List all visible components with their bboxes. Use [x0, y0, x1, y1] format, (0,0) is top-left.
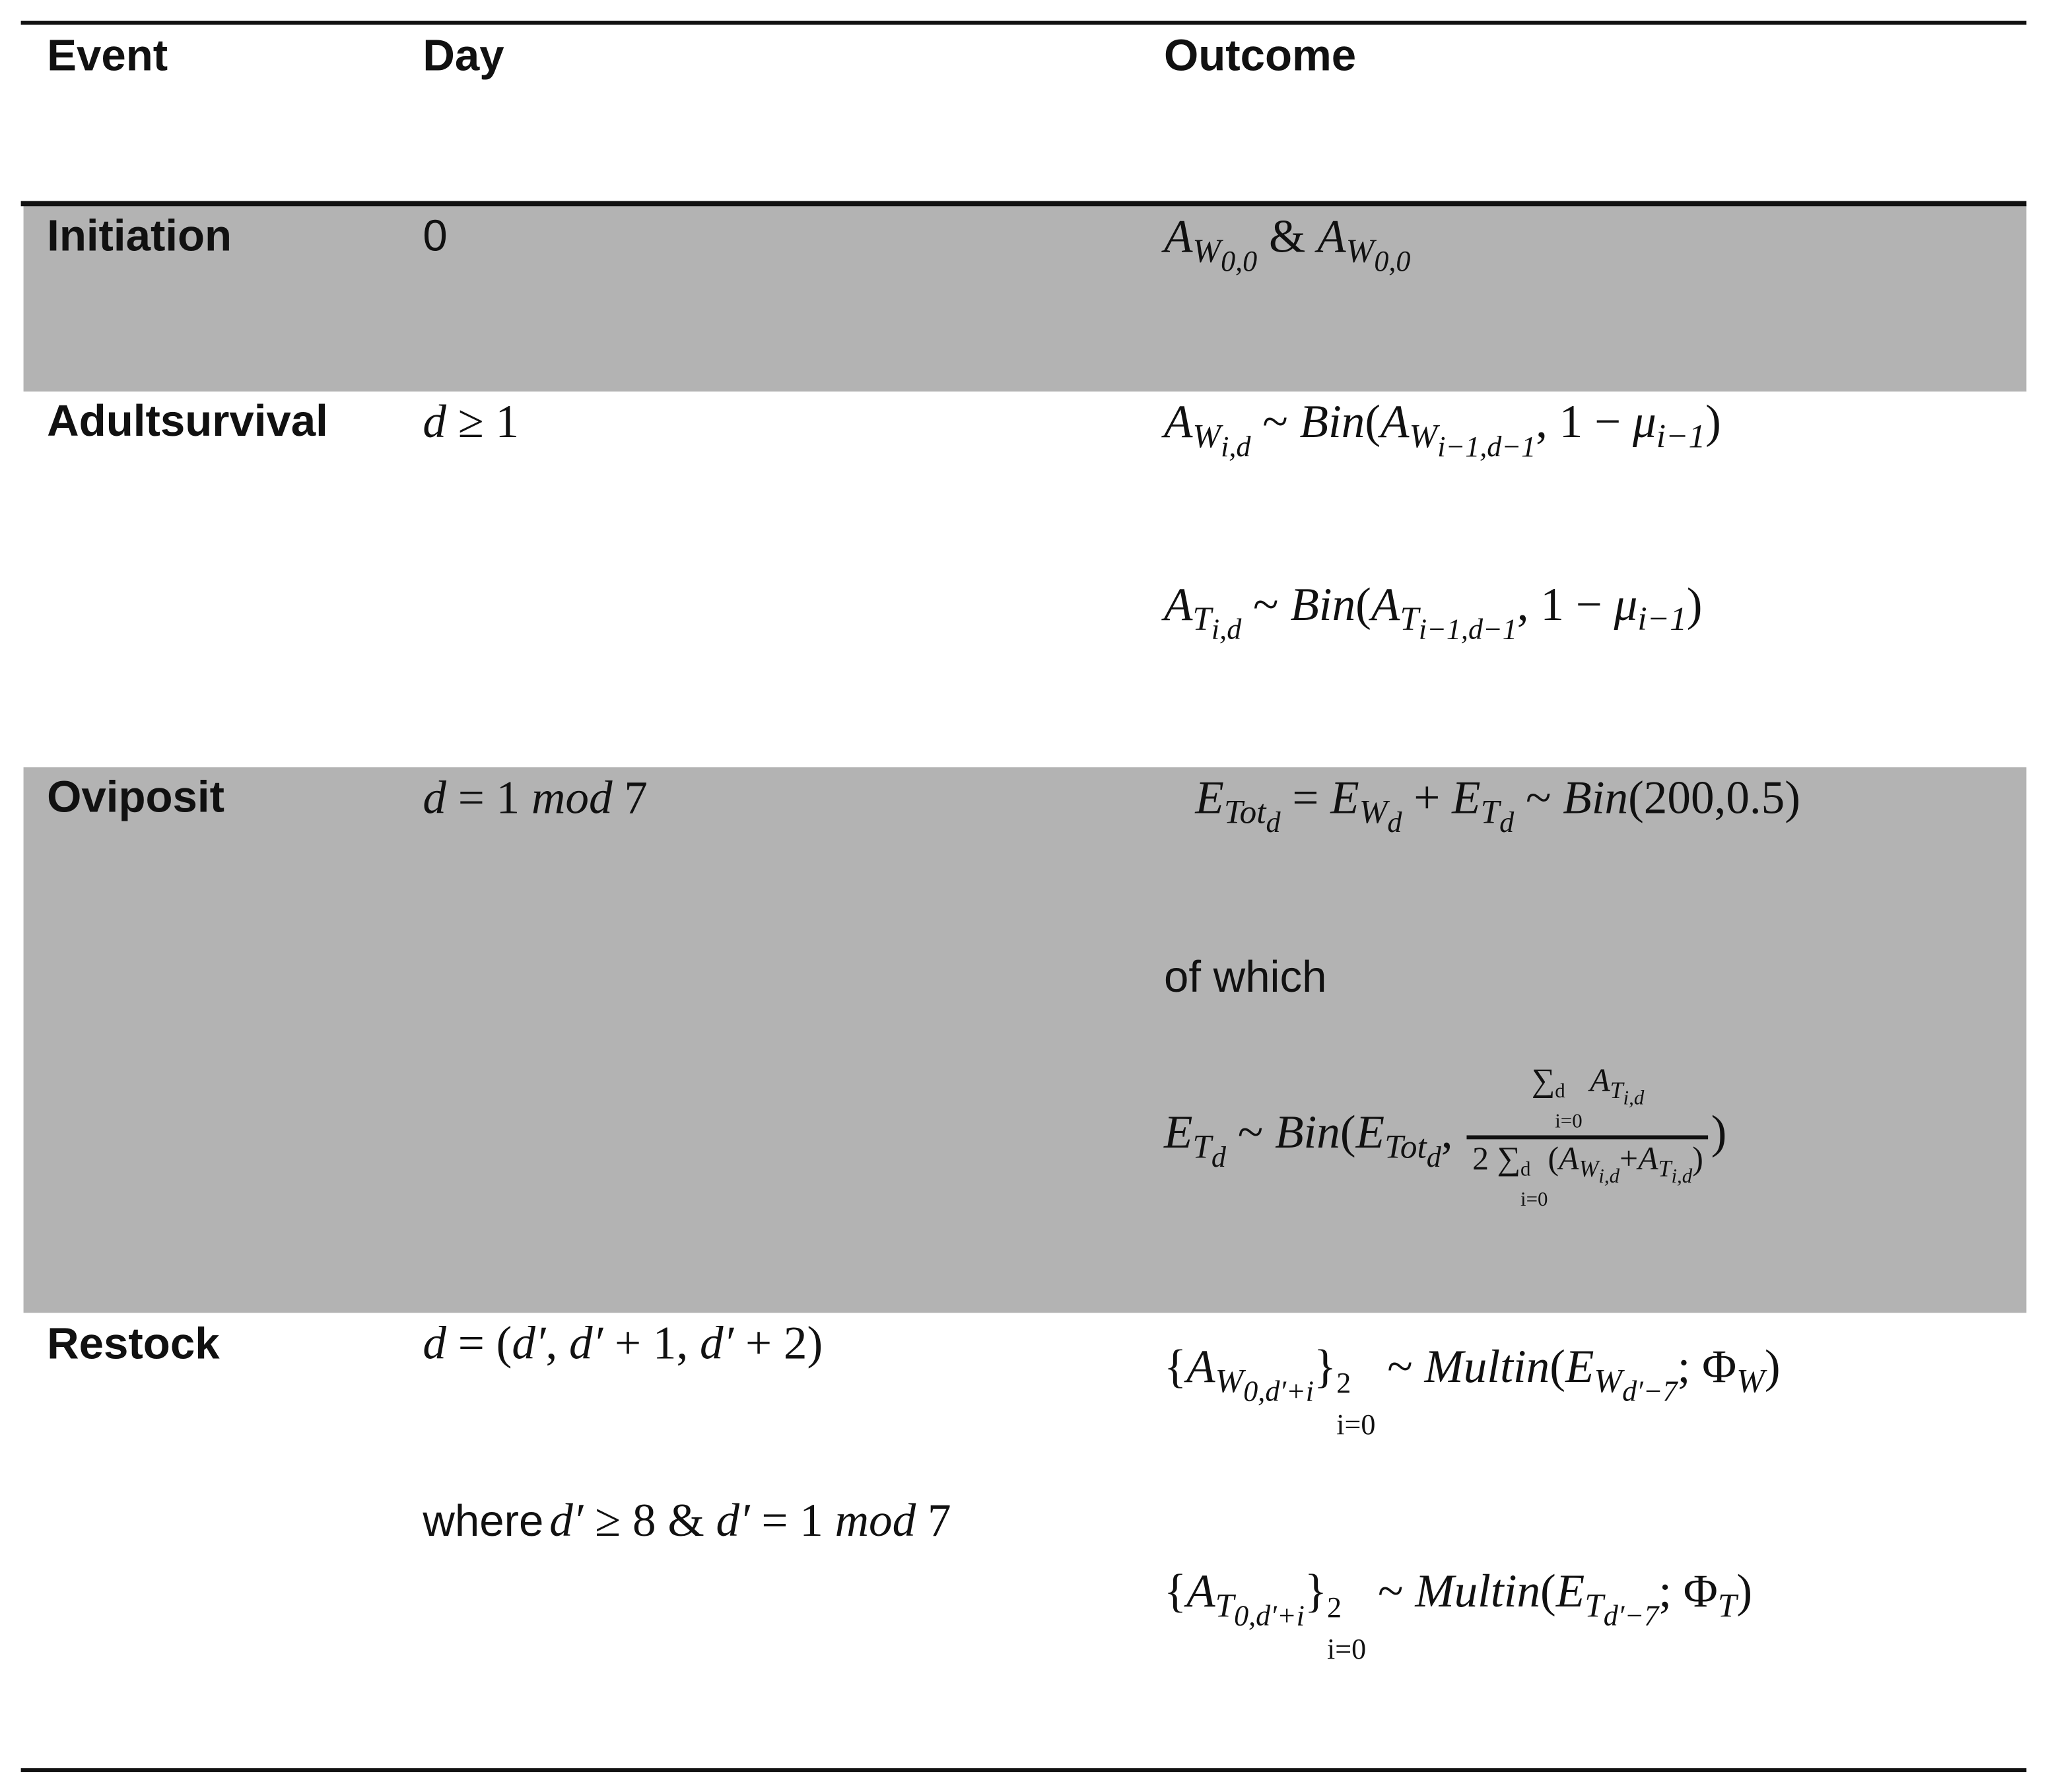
math-symbol: + 2) — [733, 1317, 823, 1369]
math-symbol: ) — [1705, 395, 1721, 448]
header-outcome: Outcome — [1163, 31, 1357, 81]
math-subsubscript: d — [1266, 806, 1281, 839]
math-symbol: ) — [1686, 578, 1703, 631]
event-restock: Restock — [47, 1319, 220, 1369]
math-symbol: ~ — [1375, 1340, 1425, 1393]
math-symbol: d′ — [512, 1317, 546, 1369]
math-symbol: ≥ 1 — [446, 395, 520, 448]
outcome-oviposit-t — [1164, 1064, 1726, 1210]
math-subscript: W — [1594, 1361, 1623, 1400]
math-symbol: ~ — [1225, 1105, 1276, 1159]
day-restock — [423, 1315, 823, 1370]
math-subsubscript: i,d — [1623, 1087, 1645, 1110]
math-subsubscript: d — [1211, 1140, 1226, 1173]
math-symbol: d — [423, 1317, 446, 1369]
math-symbol: } — [1304, 1564, 1328, 1617]
math-symbol: ) — [1764, 1340, 1781, 1393]
outcome-restock-t — [1164, 1564, 1752, 1665]
math-symbol: A — [1381, 395, 1410, 448]
math-symbol: ( — [1355, 578, 1371, 631]
math-symbol: = 1 — [446, 771, 532, 824]
math-symbol: ∑ — [1531, 1063, 1555, 1099]
math-subscript: W — [1579, 1155, 1599, 1181]
outcome-restock-w — [1164, 1339, 1781, 1440]
math-symbol: Multin — [1424, 1340, 1550, 1393]
event-initiation: Initiation — [47, 211, 232, 261]
math-symbol: ( — [1548, 1141, 1559, 1177]
math-symbol: d′ — [716, 1494, 750, 1547]
math-subsubscript: 0,0 — [1221, 244, 1258, 277]
math-symbol: E — [1195, 771, 1224, 824]
math-subscript: i−1 — [1656, 417, 1706, 456]
math-symbol: Multin — [1415, 1564, 1541, 1617]
math-symbol: 7 — [916, 1494, 951, 1547]
math-symbol: & — [1257, 210, 1318, 263]
math-subscript: W — [1346, 232, 1375, 270]
outcome-adultsurvival-w — [1164, 394, 1721, 464]
math-subsubscript: i−1,d−1 — [1418, 612, 1517, 646]
math-symbol: μ — [1633, 395, 1656, 448]
math-symbol: A — [1638, 1141, 1658, 1177]
math-subscript: T — [1400, 600, 1419, 638]
math-symbol: d — [423, 771, 446, 824]
math-symbol: mod — [835, 1494, 916, 1547]
math-subscript: W — [1215, 1361, 1244, 1400]
math-symbol: ( — [1550, 1340, 1565, 1393]
math-symbol: , 1 − — [1536, 395, 1633, 448]
outcome-adultsurvival-t — [1164, 577, 1703, 647]
math-symbol: = 1 — [749, 1494, 835, 1547]
math-symbol: A — [1163, 578, 1193, 631]
math-symbol: ≥ 8 & — [583, 1494, 716, 1547]
header-rule — [21, 201, 2027, 206]
math-symbol: Bin — [1299, 395, 1365, 448]
math-subsubscript: d — [1387, 806, 1402, 839]
math-subscript: i=0 — [1336, 1408, 1376, 1441]
math-symbol: A — [1163, 210, 1193, 263]
math-symbol: ( — [1340, 1105, 1356, 1159]
math-symbol: E — [1163, 1105, 1193, 1159]
math-symbol: , — [545, 1317, 570, 1369]
math-symbol: (200,0.5) — [1628, 771, 1800, 824]
math-subsubscript: d — [1499, 806, 1515, 839]
math-subsubscript: i,d — [1671, 1165, 1693, 1188]
math-subscript: T — [1480, 793, 1500, 831]
where-label: where — [423, 1496, 544, 1547]
math-symbol: ~ — [1241, 578, 1291, 631]
math-subscript: T — [1192, 600, 1211, 638]
math-subsubscript: d′−7 — [1622, 1375, 1678, 1408]
math-symbol: E — [1555, 1564, 1585, 1617]
math-symbol: E — [1452, 771, 1481, 824]
math-symbol: , — [1441, 1105, 1465, 1159]
math-symbol: = ( — [446, 1317, 512, 1369]
math-subscript: T — [1610, 1077, 1623, 1103]
math-limits — [1520, 1160, 1548, 1210]
math-symbol: ) — [1736, 1564, 1753, 1617]
math-subscript: Tot — [1384, 1128, 1427, 1166]
math-symbol: = — [1280, 771, 1331, 824]
math-symbol: ~ — [1250, 395, 1300, 448]
math-symbol: ; Φ — [1658, 1564, 1718, 1617]
math-subscript: i=0 — [1555, 1111, 1583, 1133]
math-symbol: ) — [1711, 1105, 1727, 1159]
event-oviposit: Oviposit — [47, 773, 225, 823]
math-subsubscript: d′−7 — [1603, 1599, 1659, 1632]
math-symbol: A — [1317, 210, 1346, 263]
day-initiation: 0 — [423, 211, 448, 261]
math-symbol: d′ — [569, 1317, 603, 1369]
row-shading-oviposit — [24, 767, 2027, 1313]
math-symbol: { — [1163, 1564, 1187, 1617]
outcome-of-which: of which — [1163, 952, 1327, 1002]
math-superscript: d — [1555, 1081, 1565, 1103]
math-symbol: d — [423, 395, 446, 448]
math-symbol: Bin — [1275, 1105, 1340, 1159]
math-subsubscript: i,d — [1221, 430, 1251, 463]
math-subscript: i=0 — [1327, 1632, 1367, 1666]
math-symbol: A — [1163, 395, 1193, 448]
event-adultsurvival: Adultsurvival — [47, 396, 328, 446]
math-symbol: ( — [1540, 1564, 1556, 1617]
math-subscript: T — [1585, 1586, 1604, 1625]
math-subsubscript: i,d — [1598, 1165, 1620, 1188]
math-symbol: + — [1402, 771, 1452, 824]
math-symbol: E — [1330, 771, 1359, 824]
header-event: Event — [47, 31, 168, 81]
math-subscript: T — [1658, 1155, 1672, 1181]
math-symbol: d′ — [700, 1317, 734, 1369]
math-subscript: Tot — [1223, 793, 1266, 831]
math-fraction — [1467, 1064, 1708, 1210]
math-symbol: 2 ∑ — [1472, 1141, 1521, 1177]
math-symbol: ( — [1365, 395, 1381, 448]
where-condition — [549, 1494, 951, 1546]
day-restock-condition — [423, 1493, 951, 1548]
math-symbol: E — [1355, 1105, 1385, 1159]
day-oviposit — [423, 770, 648, 825]
math-symbol: A — [1559, 1141, 1579, 1177]
math-subscript: W — [1736, 1361, 1765, 1400]
math-subscript: T — [1192, 1128, 1211, 1166]
math-symbol: + — [1620, 1141, 1639, 1177]
math-limits — [1555, 1082, 1582, 1132]
math-subsubscript: 0,d′+i — [1234, 1599, 1305, 1632]
math-symbol: , 1 − — [1517, 578, 1614, 631]
math-symbol: Bin — [1290, 578, 1356, 631]
math-symbol: d′ — [549, 1494, 584, 1547]
math-subscript: T — [1717, 1586, 1737, 1625]
math-symbol: A — [1371, 578, 1400, 631]
math-symbol: + 1, — [603, 1317, 700, 1369]
math-symbol: μ — [1614, 578, 1638, 631]
math-subsubscript: d — [1426, 1140, 1441, 1173]
math-subscript: i−1 — [1637, 600, 1687, 638]
math-subscript: W — [1409, 417, 1438, 456]
math-symbol: ~ — [1366, 1564, 1415, 1617]
math-symbol: A — [1582, 1063, 1610, 1099]
math-superscript: d — [1520, 1159, 1531, 1181]
math-symbol: ; Φ — [1677, 1340, 1737, 1393]
math-symbol: ) — [1692, 1141, 1703, 1177]
math-symbol: E — [1565, 1340, 1594, 1393]
math-subscript: W — [1192, 417, 1221, 456]
header-day: Day — [423, 31, 504, 81]
math-subscript: W — [1359, 793, 1388, 831]
math-symbol: } — [1314, 1340, 1337, 1393]
math-symbol: A — [1186, 1340, 1215, 1393]
math-superscript: 2 — [1336, 1365, 1351, 1399]
math-symbol: Bin — [1563, 771, 1629, 824]
math-symbol: { — [1163, 1340, 1187, 1393]
outcome-initiation — [1164, 209, 1411, 279]
day-adultsurvival — [423, 394, 519, 449]
math-subscript: i=0 — [1520, 1189, 1548, 1211]
row-shading-initiation — [24, 205, 2027, 392]
math-limits — [1327, 1590, 1367, 1666]
top-rule — [21, 21, 2027, 25]
math-symbol: 7 — [612, 771, 648, 824]
math-subsubscript: i−1,d−1 — [1437, 430, 1536, 463]
math-subscript: W — [1192, 232, 1221, 270]
math-subsubscript: 0,0 — [1374, 244, 1411, 277]
outcome-oviposit-total — [1195, 770, 1800, 840]
fraction-numerator — [1526, 1064, 1649, 1135]
math-limits — [1336, 1365, 1376, 1441]
math-subsubscript: 0,d′+i — [1243, 1375, 1314, 1408]
math-symbol: ~ — [1514, 771, 1563, 824]
math-subscript: T — [1215, 1586, 1235, 1625]
math-symbol: mod — [531, 771, 613, 824]
bottom-rule — [21, 1768, 2027, 1772]
math-superscript: 2 — [1327, 1590, 1342, 1624]
math-subsubscript: i,d — [1211, 612, 1242, 646]
math-symbol: A — [1186, 1564, 1215, 1617]
fraction-denominator — [1467, 1135, 1708, 1210]
